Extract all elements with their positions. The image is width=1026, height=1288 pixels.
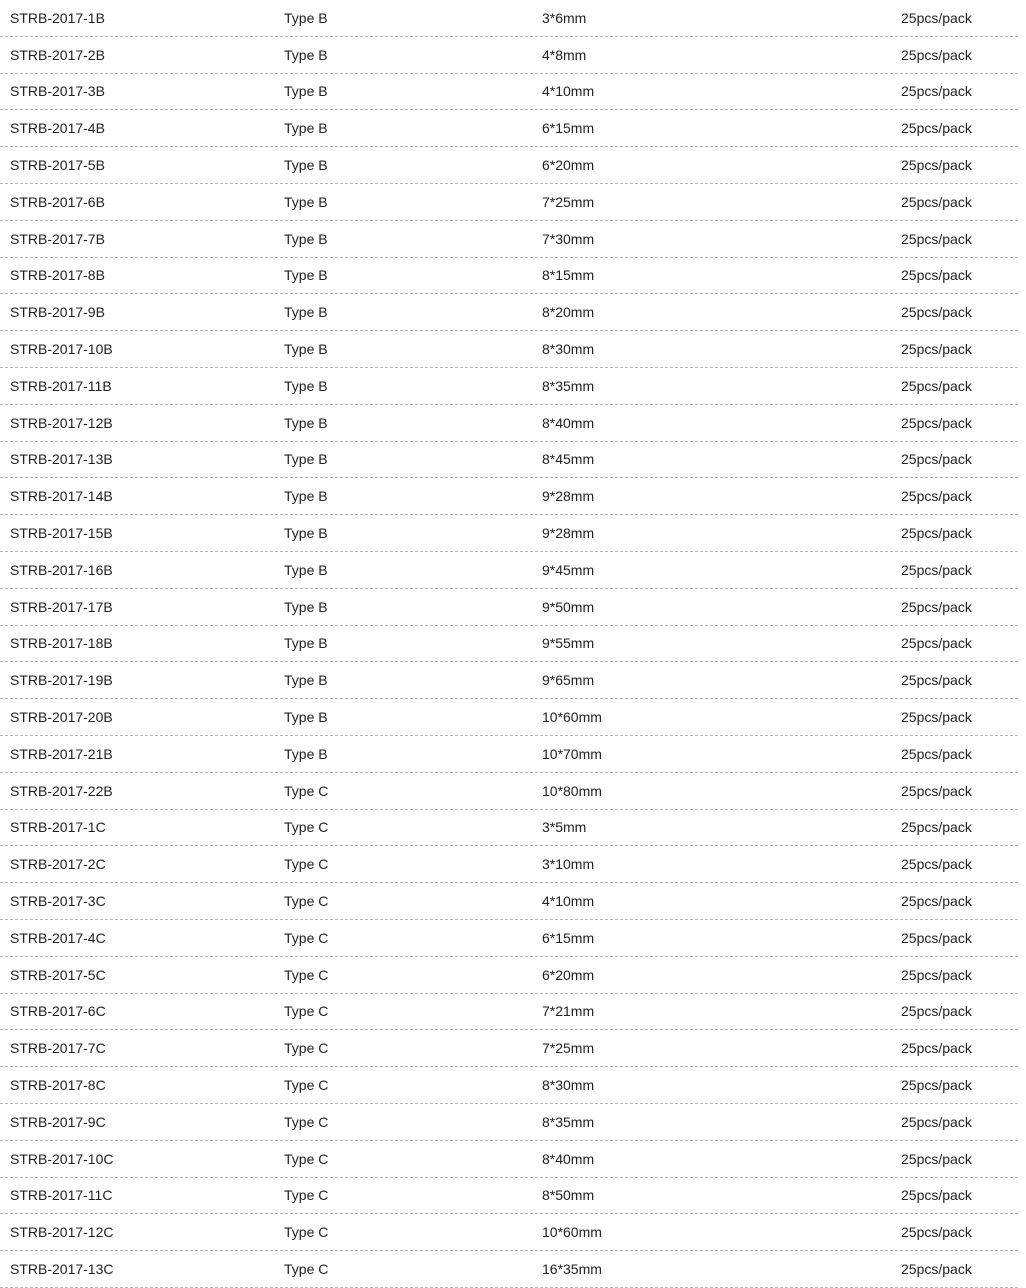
table-row: [0, 920, 1018, 957]
size-cell: 8*40mm: [542, 1150, 595, 1167]
size-cell: 10*60mm: [542, 709, 602, 726]
type-cell: Type B: [284, 46, 328, 63]
model-cell: STRB-2017-4B: [10, 120, 105, 137]
type-cell: Type B: [284, 745, 328, 762]
table-row: [0, 515, 1018, 552]
pack-cell: 25pcs/pack: [901, 230, 972, 247]
table-row: [0, 662, 1018, 699]
type-cell: Type C: [284, 856, 329, 873]
type-cell: Type B: [284, 488, 328, 505]
table-row: [0, 626, 1018, 663]
pack-cell: 25pcs/pack: [901, 451, 972, 468]
size-cell: 8*50mm: [542, 1187, 595, 1204]
model-cell: STRB-2017-2B: [10, 46, 105, 63]
pack-cell: 25pcs/pack: [901, 561, 972, 578]
size-cell: 8*20mm: [542, 304, 595, 321]
pack-cell: 25pcs/pack: [901, 672, 972, 689]
pack-cell: 25pcs/pack: [901, 1150, 972, 1167]
table-row: [0, 368, 1018, 405]
type-cell: Type B: [284, 120, 328, 137]
size-cell: 9*55mm: [542, 635, 595, 652]
model-cell: STRB-2017-6B: [10, 193, 105, 210]
type-cell: Type B: [284, 561, 328, 578]
table-row: [0, 221, 1018, 258]
pack-cell: 25pcs/pack: [901, 709, 972, 726]
size-cell: 7*25mm: [542, 193, 595, 210]
table-row: [0, 1251, 1018, 1288]
type-cell: Type B: [284, 9, 328, 26]
size-cell: 10*70mm: [542, 745, 602, 762]
type-cell: Type C: [284, 1077, 329, 1093]
model-cell: STRB-2017-18B: [10, 635, 113, 652]
type-cell: Type C: [284, 1260, 329, 1277]
pack-cell: 25pcs/pack: [901, 488, 972, 505]
model-cell: STRB-2017-9B: [10, 304, 105, 321]
model-cell: STRB-2017-5B: [10, 157, 105, 174]
model-cell: STRB-2017-1C: [10, 819, 106, 836]
model-cell: STRB-2017-19B: [10, 672, 113, 689]
type-cell: Type C: [284, 819, 329, 836]
pack-cell: 25pcs/pack: [901, 46, 972, 63]
size-cell: 8*45mm: [542, 451, 595, 468]
table-row: [0, 147, 1018, 184]
model-cell: STRB-2017-8C: [10, 1077, 106, 1093]
type-cell: Type B: [284, 414, 328, 431]
type-cell: Type C: [284, 1150, 329, 1167]
type-cell: Type B: [284, 525, 328, 542]
size-cell: 7*30mm: [542, 230, 595, 247]
table-row: [0, 1067, 1018, 1104]
pack-cell: 25pcs/pack: [901, 9, 972, 26]
model-cell: STRB-2017-13B: [10, 451, 113, 468]
size-cell: 6*20mm: [542, 966, 595, 983]
model-cell: STRB-2017-3B: [10, 83, 105, 100]
pack-cell: 25pcs/pack: [901, 120, 972, 137]
model-cell: STRB-2017-4C: [10, 929, 106, 946]
type-cell: Type C: [284, 1003, 329, 1020]
type-cell: Type B: [284, 709, 328, 726]
type-cell: Type B: [284, 230, 328, 247]
model-cell: STRB-2017-3C: [10, 893, 106, 910]
model-cell: STRB-2017-9C: [10, 1113, 106, 1130]
pack-cell: 25pcs/pack: [901, 83, 972, 100]
type-cell: Type C: [284, 1187, 329, 1204]
type-cell: Type C: [284, 893, 329, 910]
type-cell: Type B: [284, 83, 328, 100]
type-cell: Type C: [284, 929, 329, 946]
pack-cell: 25pcs/pack: [901, 893, 972, 910]
table-row: [0, 294, 1018, 331]
model-cell: STRB-2017-1B: [10, 9, 105, 26]
size-cell: 9*65mm: [542, 672, 595, 689]
size-cell: 9*28mm: [542, 488, 595, 505]
pack-cell: 25pcs/pack: [901, 525, 972, 542]
pack-cell: 25pcs/pack: [901, 1187, 972, 1204]
model-cell: STRB-2017-15B: [10, 525, 113, 542]
table-row: [0, 184, 1018, 221]
size-cell: 9*28mm: [542, 525, 595, 542]
type-cell: Type B: [284, 267, 328, 284]
table-row: [0, 478, 1018, 515]
type-cell: Type C: [284, 1224, 329, 1241]
pack-cell: 25pcs/pack: [901, 1003, 972, 1020]
table-row: [0, 589, 1018, 626]
table-row: [0, 1141, 1018, 1178]
type-cell: Type B: [284, 341, 328, 358]
table-row: [0, 883, 1018, 920]
model-cell: STRB-2017-14B: [10, 488, 113, 505]
pack-cell: 25pcs/pack: [901, 1224, 972, 1241]
pack-cell: 25pcs/pack: [901, 193, 972, 210]
type-cell: Type C: [284, 782, 329, 799]
size-cell: 3*10mm: [542, 856, 595, 873]
table-row: [0, 699, 1018, 736]
model-cell: STRB-2017-16B: [10, 561, 113, 578]
size-cell: 6*15mm: [542, 929, 595, 946]
pack-cell: 25pcs/pack: [901, 377, 972, 394]
size-cell: 8*40mm: [542, 414, 595, 431]
table-row: [0, 810, 1018, 847]
pack-cell: 25pcs/pack: [901, 304, 972, 321]
table-row: [0, 994, 1018, 1031]
pack-cell: 25pcs/pack: [901, 1113, 972, 1130]
type-cell: Type B: [284, 157, 328, 174]
pack-cell: 25pcs/pack: [901, 157, 972, 174]
size-cell: 4*8mm: [542, 46, 587, 63]
size-cell: 4*10mm: [542, 83, 595, 100]
size-cell: 7*21mm: [542, 1003, 595, 1020]
type-cell: Type B: [284, 598, 328, 615]
model-cell: STRB-2017-7C: [10, 1040, 106, 1057]
type-cell: Type B: [284, 377, 328, 394]
table-row: [0, 773, 1018, 810]
pack-cell: 25pcs/pack: [901, 929, 972, 946]
model-cell: STRB-2017-20B: [10, 709, 113, 726]
size-cell: 8*35mm: [542, 377, 595, 394]
table-row: [0, 1214, 1018, 1251]
size-cell: 8*15mm: [542, 267, 595, 284]
pack-cell: 25pcs/pack: [901, 819, 972, 836]
type-cell: Type C: [284, 1040, 329, 1057]
table-row: [0, 405, 1018, 442]
table-row: [0, 957, 1018, 994]
model-cell: STRB-2017-12C: [10, 1224, 114, 1241]
size-cell: 9*45mm: [542, 561, 595, 578]
size-cell: 10*80mm: [542, 782, 602, 799]
table-row: [0, 37, 1018, 74]
size-cell: 6*20mm: [542, 157, 595, 174]
pack-cell: 25pcs/pack: [901, 635, 972, 652]
table-row: [0, 736, 1018, 773]
pack-cell: 25pcs/pack: [901, 1260, 972, 1277]
type-cell: Type B: [284, 304, 328, 321]
table-row: [0, 0, 1018, 37]
pack-cell: 25pcs/pack: [901, 414, 972, 431]
pack-cell: 25pcs/pack: [901, 966, 972, 983]
table-row: [0, 258, 1018, 295]
model-cell: STRB-2017-6C: [10, 1003, 106, 1020]
model-cell: STRB-2017-12B: [10, 414, 113, 431]
model-cell: STRB-2017-7B: [10, 230, 105, 247]
size-cell: 16*35mm: [542, 1260, 602, 1277]
size-cell: 3*6mm: [542, 9, 587, 26]
pack-cell: 25pcs/pack: [901, 782, 972, 799]
table-row: [0, 442, 1018, 479]
type-cell: Type C: [284, 966, 329, 983]
type-cell: Type B: [284, 672, 328, 689]
table-row: [0, 1178, 1018, 1215]
type-cell: Type C: [284, 1113, 329, 1130]
model-cell: STRB-2017-11B: [10, 377, 112, 394]
table-row: [0, 846, 1018, 883]
table-row: [0, 1030, 1018, 1067]
size-cell: 6*15mm: [542, 120, 595, 137]
size-cell: 3*5mm: [542, 819, 587, 836]
model-cell: STRB-2017-22B: [10, 782, 113, 799]
model-cell: STRB-2017-13C: [10, 1260, 114, 1277]
size-cell: 10*60mm: [542, 1224, 602, 1241]
model-cell: STRB-2017-17B: [10, 598, 113, 615]
table-row: [0, 74, 1018, 111]
table-row: [0, 110, 1018, 147]
model-cell: STRB-2017-5C: [10, 966, 106, 983]
pack-cell: 25pcs/pack: [901, 1040, 972, 1057]
size-cell: 8*35mm: [542, 1113, 595, 1130]
size-cell: 4*10mm: [542, 893, 595, 910]
size-cell: 7*25mm: [542, 1040, 595, 1057]
size-cell: 8*30mm: [542, 341, 595, 358]
pack-cell: 25pcs/pack: [901, 745, 972, 762]
model-cell: STRB-2017-10C: [10, 1150, 114, 1167]
model-cell: STRB-2017-21B: [10, 745, 113, 762]
table-row: [0, 331, 1018, 368]
model-cell: STRB-2017-8B: [10, 267, 105, 284]
model-cell: STRB-2017-10B: [10, 341, 113, 358]
pack-cell: 25pcs/pack: [901, 1077, 972, 1093]
pack-cell: 25pcs/pack: [901, 856, 972, 873]
model-cell: STRB-2017-2C: [10, 856, 106, 873]
type-cell: Type B: [284, 451, 328, 468]
type-cell: Type B: [284, 193, 328, 210]
model-cell: STRB-2017-11C: [10, 1187, 113, 1204]
table-row: [0, 1104, 1018, 1141]
table-row: [0, 552, 1018, 589]
pack-cell: 25pcs/pack: [901, 341, 972, 358]
size-cell: 8*30mm: [542, 1077, 595, 1093]
pack-cell: 25pcs/pack: [901, 267, 972, 284]
pack-cell: 25pcs/pack: [901, 598, 972, 615]
type-cell: Type B: [284, 635, 328, 652]
size-cell: 9*50mm: [542, 598, 595, 615]
